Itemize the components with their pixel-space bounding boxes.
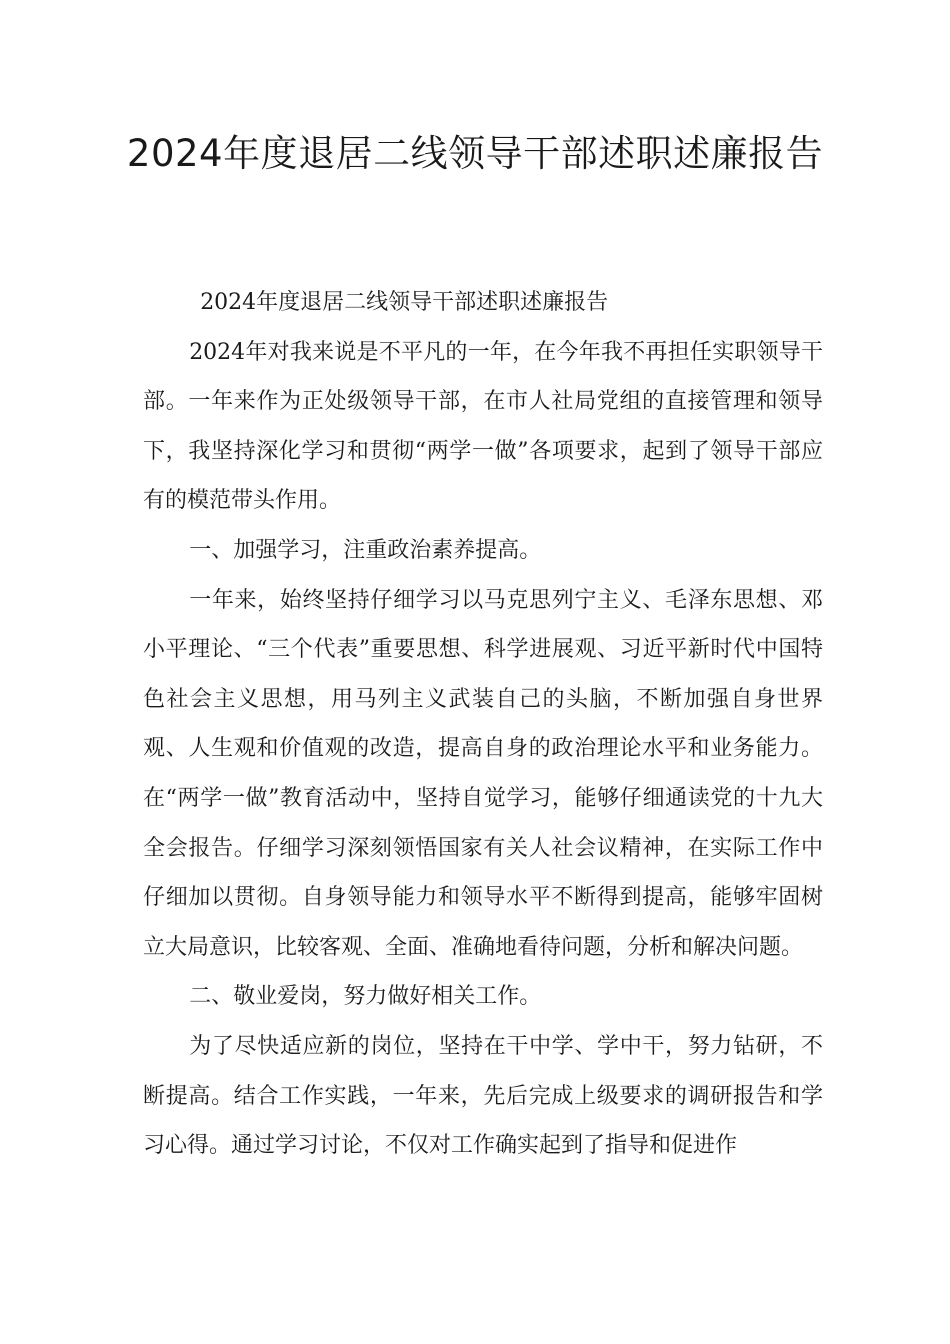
document-body: [143, 278, 823, 1171]
document-subtitle: 2024年度退居二线领导干部述职述廉报告: [200, 290, 609, 315]
paragraph-section-1: 一年来，始终坚持仔细学习以马克思列宁主义、毛泽东思想、邓小平理论、“三个代表”重要思想、科学进展观、习近平新时代中国特色社会主义思想，用马列主义武装自己的头脑，不断加强自身世界观、人生观和价值观的改造，提高自身的政治理论水平和业务能力。在“两学一做”教育活动中，坚持自觉学习，能够仔细通读党的十九大全会报告。仔细学习深刻领悟国家有关人社会议精神，在实际工作中仔细加以贯彻。自身领导能力和领导水平不断得到提高，能够牢固树立大局意识，比较客观、全面、准确地看待问题，分析和解决问题。: [143, 587, 823, 960]
document-title: 2024年度退居二线领导干部述职述廉报告: [126, 132, 824, 175]
section-heading-2: 二、敬业爱岗，努力做好相关工作。: [189, 984, 542, 1010]
paragraph-section-2: 为了尽快适应新的岗位，坚持在干中学、学中干，努力钻研，不断提高。结合工作实践，一年来，先后完成上级要求的调研报告和学习心得。通过学习讨论，不仅对工作确实起到了指导和促进作: [143, 1033, 823, 1159]
section-heading-1: 一、加强学习，注重政治素养提高。: [189, 537, 542, 563]
paragraph-intro: 2024年对我来说是不平凡的一年，在今年我不再担任实职领导干部。一年来作为正处级领导干部，在市人社局党组的直接管理和领导下，我坚持深化学习和贯彻“两学一做”各项要求，起到了领导干部应有的模范带头作用。: [143, 339, 823, 514]
